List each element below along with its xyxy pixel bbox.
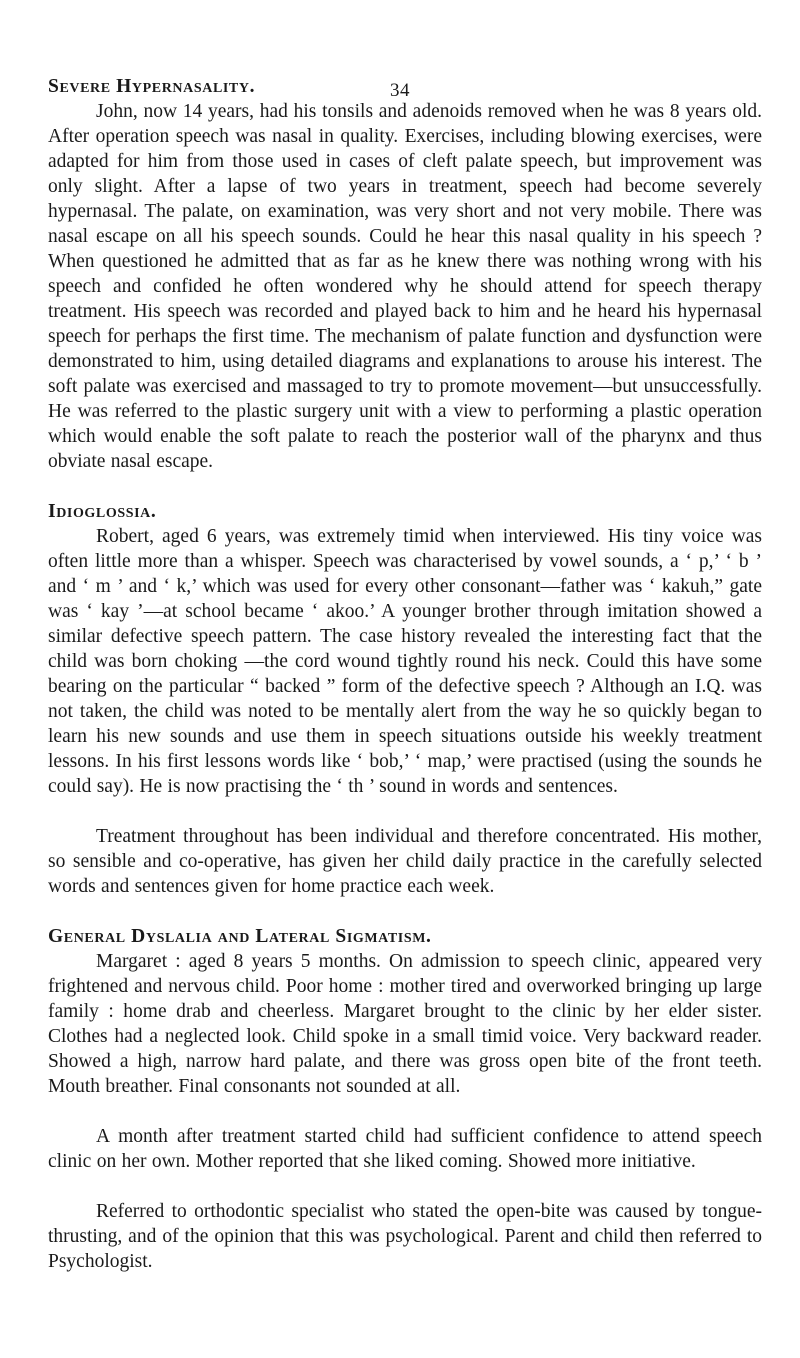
section-idioglossia — [48, 499, 762, 899]
document-body — [48, 74, 762, 1274]
paragraph: Robert, aged 6 years, was extremely timid when interviewed. His tiny voice was often little more than a whisper. Speech was characterised by vowel sounds, a ‘ p,’ ‘ b ’ and ‘ m ’ and ‘ k,’ which was used for every other consonant—father was ‘ kakuh,” gate was ‘ kay ’—at school became ‘ akoo.’ A younger brother through imitation showed a similar defective speech pattern. The case history revealed the interesting fact that the child was born choking —the cord wound tightly round his neck. Could this have some bearing on the particular “ backed ” form of the defective speech ? Although an I.Q. was not taken, the child was noted to be mentally alert from the way he so quickly began to learn his new sounds and use them in speech situations outside his weekly treatment lessons. In his first lessons words like ‘ bob,’ ‘ map,’ were practised (using the sounds he could say). He is now practising the ‘ th ’ sound in words and sentences. — [48, 526, 762, 797]
paragraph: John, now 14 years, had his tonsils and adenoids removed when he was 8 years old. After operation speech was nasal in quality. Exercises, including blowing exercises, were adapted for him from those used in cases of cleft palate speech, but improvement was only slight. After a lapse of two years in treatment, speech had become severely hypernasal. The palate, on examination, was very short and not very mobile. There was nasal escape on all his speech sounds. Could he hear this nasal quality in his speech ? When questioned he admitted that as far as he knew there was nothing wrong with his speech and confided he often wondered why he should attend for speech therapy treatment. His speech was recorded and played back to him and he heard his hypernasal speech for perhaps the first time. The mechanism of palate function and dysfunction were demonstrated to him, using detailed diagrams and explanations to arouse his interest. The soft palate was exercised and massaged to try to promote movement—but unsuccessfully. He was referred to the plastic surgery unit with a view to performing a plastic operation which would enable the soft palate to reach the posterior wall of the pharynx and thus obviate nasal escape. — [48, 101, 762, 472]
section-general-dyslalia — [48, 924, 762, 1274]
paragraph: Treatment throughout has been individual and therefore concentrated. His mother, so sensible and co-operative, has given her child daily practice in the carefully selected words and sentences given for home practice each week. — [48, 826, 762, 897]
paragraph: Referred to orthodontic specialist who stated the open-bite was caused by tongue-thrusting, and of the opinion that this was psychological. Parent and child then referred to Psychologist. — [48, 1201, 762, 1272]
section-severe-hypernasality — [48, 74, 762, 474]
paragraph: Margaret : aged 8 years 5 months. On admission to speech clinic, appeared very frightened and nervous child. Poor home : mother tired and overworked bringing up large family : home drab and cheerless. Margaret brought to the clinic by her elder sister. Clothes had a neglected look. Child spoke in a small timid voice. Very backward reader. Showed a high, narrow hard palate, and there was gross open bite of the front teeth. Mouth breather. Final consonants not sounded at all. — [48, 951, 762, 1097]
section-heading: General Dyslalia and Lateral Sigmatism. — [48, 926, 432, 947]
paragraph: A month after treatment started child had sufficient confidence to attend speech clinic on her own. Mother reported that she liked coming. Showed more initiative. — [48, 1126, 762, 1172]
page-number: 34 — [390, 80, 410, 101]
section-heading: Severe Hypernasality. — [48, 76, 256, 97]
section-heading: Idioglossia. — [48, 501, 157, 522]
